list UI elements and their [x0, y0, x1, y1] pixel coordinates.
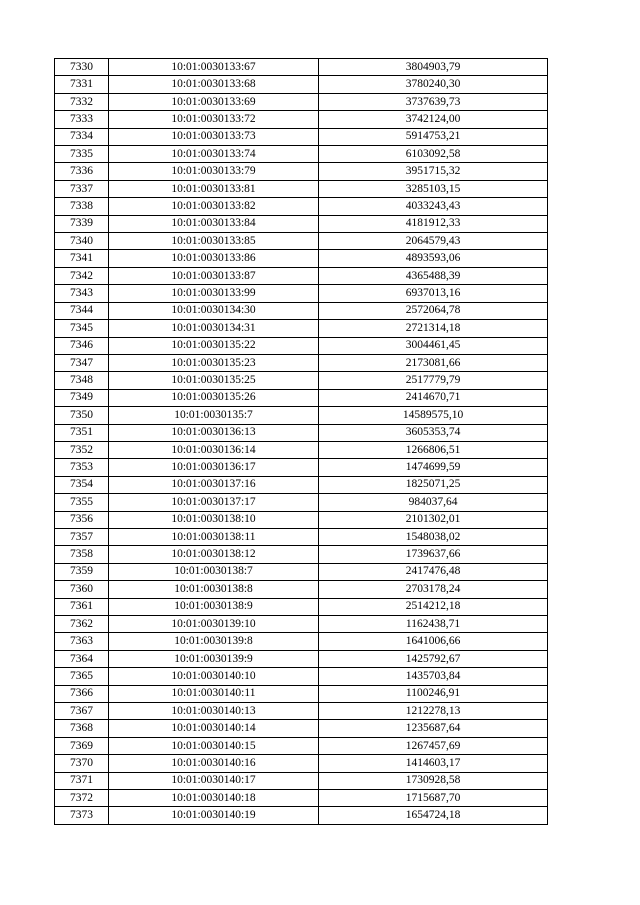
cadastral-number-cell: 10:01:0030135:23 [109, 354, 319, 371]
table-row [55, 250, 548, 267]
table-row [55, 146, 548, 163]
value-cell: 3804903,79 [319, 59, 548, 76]
table-row [55, 772, 548, 789]
row-number-cell: 7334 [55, 128, 109, 145]
cadastral-number-cell: 10:01:0030138:8 [109, 581, 319, 598]
cadastral-number-cell: 10:01:0030133:68 [109, 76, 319, 93]
cadastral-number-cell: 10:01:0030137:16 [109, 476, 319, 493]
cadastral-number-cell: 10:01:0030133:67 [109, 59, 319, 76]
cadastral-number-cell: 10:01:0030138:7 [109, 563, 319, 580]
row-number-cell: 7359 [55, 563, 109, 580]
row-number-cell: 7356 [55, 511, 109, 528]
table-row [55, 581, 548, 598]
row-number-cell: 7358 [55, 546, 109, 563]
table-row [55, 285, 548, 302]
value-cell: 1212278,13 [319, 703, 548, 720]
value-cell: 6103092,58 [319, 146, 548, 163]
row-number-cell: 7365 [55, 668, 109, 685]
table-row [55, 807, 548, 824]
cadastral-number-cell: 10:01:0030139:8 [109, 633, 319, 650]
value-cell: 5914753,21 [319, 128, 548, 145]
cadastral-number-cell: 10:01:0030140:18 [109, 790, 319, 807]
value-cell: 1435703,84 [319, 668, 548, 685]
row-number-cell: 7340 [55, 233, 109, 250]
table-row [55, 650, 548, 667]
cadastral-number-cell: 10:01:0030136:14 [109, 441, 319, 458]
value-cell: 1474699,59 [319, 459, 548, 476]
cadastral-number-cell: 10:01:0030140:11 [109, 685, 319, 702]
value-cell: 2572064,78 [319, 302, 548, 319]
value-cell: 1715687,70 [319, 790, 548, 807]
row-number-cell: 7333 [55, 111, 109, 128]
row-number-cell: 7349 [55, 389, 109, 406]
row-number-cell: 7367 [55, 703, 109, 720]
value-cell: 3780240,30 [319, 76, 548, 93]
table-row [55, 476, 548, 493]
row-number-cell: 7343 [55, 285, 109, 302]
cadastral-number-cell: 10:01:0030133:87 [109, 267, 319, 284]
table-row [55, 720, 548, 737]
value-cell: 1654724,18 [319, 807, 548, 824]
cadastral-number-cell: 10:01:0030133:82 [109, 198, 319, 215]
table-row [55, 633, 548, 650]
cadastral-number-cell: 10:01:0030138:11 [109, 528, 319, 545]
table-row [55, 111, 548, 128]
row-number-cell: 7364 [55, 650, 109, 667]
row-number-cell: 7342 [55, 267, 109, 284]
table-row [55, 320, 548, 337]
row-number-cell: 7373 [55, 807, 109, 824]
row-number-cell: 7330 [55, 59, 109, 76]
cadastral-number-cell: 10:01:0030138:9 [109, 598, 319, 615]
value-cell: 1730928,58 [319, 772, 548, 789]
cadastral-number-cell: 10:01:0030140:19 [109, 807, 319, 824]
row-number-cell: 7355 [55, 494, 109, 511]
value-cell: 1414603,17 [319, 755, 548, 772]
table-row [55, 76, 548, 93]
cadastral-number-cell: 10:01:0030133:69 [109, 93, 319, 110]
value-cell: 1825071,25 [319, 476, 548, 493]
value-cell: 6937013,16 [319, 285, 548, 302]
row-number-cell: 7360 [55, 581, 109, 598]
value-cell: 2417476,48 [319, 563, 548, 580]
value-cell: 3742124,00 [319, 111, 548, 128]
table-row [55, 511, 548, 528]
row-number-cell: 7336 [55, 163, 109, 180]
cadastral-number-cell: 10:01:0030135:22 [109, 337, 319, 354]
cadastral-number-cell: 10:01:0030134:31 [109, 320, 319, 337]
value-cell: 1267457,69 [319, 737, 548, 754]
cadastral-number-cell: 10:01:0030133:85 [109, 233, 319, 250]
value-cell: 2514212,18 [319, 598, 548, 615]
value-cell: 4033243,43 [319, 198, 548, 215]
cadastral-number-cell: 10:01:0030133:84 [109, 215, 319, 232]
row-number-cell: 7368 [55, 720, 109, 737]
cadastral-number-cell: 10:01:0030134:30 [109, 302, 319, 319]
row-number-cell: 7372 [55, 790, 109, 807]
value-cell: 3951715,32 [319, 163, 548, 180]
table-row [55, 93, 548, 110]
table-row [55, 563, 548, 580]
row-number-cell: 7338 [55, 198, 109, 215]
row-number-cell: 7331 [55, 76, 109, 93]
cadastral-number-cell: 10:01:0030137:17 [109, 494, 319, 511]
table-row [55, 528, 548, 545]
value-cell: 3004461,45 [319, 337, 548, 354]
row-number-cell: 7352 [55, 441, 109, 458]
cadastral-number-cell: 10:01:0030139:9 [109, 650, 319, 667]
cadastral-number-cell: 10:01:0030140:10 [109, 668, 319, 685]
cadastral-number-cell: 10:01:0030133:86 [109, 250, 319, 267]
cadastral-number-cell: 10:01:0030133:79 [109, 163, 319, 180]
table-row [55, 616, 548, 633]
row-number-cell: 7363 [55, 633, 109, 650]
value-cell: 4181912,33 [319, 215, 548, 232]
table-row [55, 215, 548, 232]
cadastral-number-cell: 10:01:0030140:13 [109, 703, 319, 720]
value-cell: 1739637,66 [319, 546, 548, 563]
cadastral-number-cell: 10:01:0030133:81 [109, 180, 319, 197]
cadastral-number-cell: 10:01:0030135:26 [109, 389, 319, 406]
cadastral-number-cell: 10:01:0030133:73 [109, 128, 319, 145]
row-number-cell: 7369 [55, 737, 109, 754]
table-row [55, 302, 548, 319]
value-cell: 14589575,10 [319, 407, 548, 424]
table-row [55, 755, 548, 772]
cadastral-number-cell: 10:01:0030138:10 [109, 511, 319, 528]
value-cell: 2101302,01 [319, 511, 548, 528]
value-cell: 984037,64 [319, 494, 548, 511]
value-cell: 3605353,74 [319, 424, 548, 441]
row-number-cell: 7361 [55, 598, 109, 615]
table-row [55, 267, 548, 284]
table-row [55, 407, 548, 424]
cadastral-number-cell: 10:01:0030136:13 [109, 424, 319, 441]
row-number-cell: 7371 [55, 772, 109, 789]
value-cell: 2703178,24 [319, 581, 548, 598]
row-number-cell: 7339 [55, 215, 109, 232]
cadastral-number-cell: 10:01:0030140:14 [109, 720, 319, 737]
table-row [55, 354, 548, 371]
value-cell: 1548038,02 [319, 528, 548, 545]
table-row [55, 337, 548, 354]
table-body [55, 59, 548, 825]
table-row [55, 59, 548, 76]
row-number-cell: 7341 [55, 250, 109, 267]
row-number-cell: 7362 [55, 616, 109, 633]
row-number-cell: 7345 [55, 320, 109, 337]
table-row [55, 424, 548, 441]
cadastral-number-cell: 10:01:0030140:16 [109, 755, 319, 772]
row-number-cell: 7357 [55, 528, 109, 545]
value-cell: 2414670,71 [319, 389, 548, 406]
row-number-cell: 7347 [55, 354, 109, 371]
cadastral-number-cell: 10:01:0030136:17 [109, 459, 319, 476]
value-cell: 2064579,43 [319, 233, 548, 250]
table-row [55, 598, 548, 615]
row-number-cell: 7370 [55, 755, 109, 772]
value-cell: 2517779,79 [319, 372, 548, 389]
value-cell: 3737639,73 [319, 93, 548, 110]
table-row [55, 459, 548, 476]
cadastral-value-table [54, 58, 548, 825]
table-row [55, 790, 548, 807]
cadastral-number-cell: 10:01:0030133:99 [109, 285, 319, 302]
cadastral-number-cell: 10:01:0030139:10 [109, 616, 319, 633]
row-number-cell: 7366 [55, 685, 109, 702]
table-row [55, 198, 548, 215]
row-number-cell: 7348 [55, 372, 109, 389]
row-number-cell: 7353 [55, 459, 109, 476]
cadastral-number-cell: 10:01:0030138:12 [109, 546, 319, 563]
row-number-cell: 7344 [55, 302, 109, 319]
row-number-cell: 7335 [55, 146, 109, 163]
table-row [55, 546, 548, 563]
cadastral-number-cell: 10:01:0030135:7 [109, 407, 319, 424]
value-cell: 3285103,15 [319, 180, 548, 197]
value-cell: 1235687,64 [319, 720, 548, 737]
value-cell: 1266806,51 [319, 441, 548, 458]
value-cell: 1425792,67 [319, 650, 548, 667]
table-row [55, 128, 548, 145]
table-row [55, 180, 548, 197]
cadastral-number-cell: 10:01:0030140:15 [109, 737, 319, 754]
table-row [55, 233, 548, 250]
table-row [55, 494, 548, 511]
table-row [55, 389, 548, 406]
table-row [55, 668, 548, 685]
cadastral-number-cell: 10:01:0030133:74 [109, 146, 319, 163]
row-number-cell: 7354 [55, 476, 109, 493]
value-cell: 4893593,06 [319, 250, 548, 267]
value-cell: 1162438,71 [319, 616, 548, 633]
table-row [55, 685, 548, 702]
value-cell: 1641006,66 [319, 633, 548, 650]
cadastral-number-cell: 10:01:0030140:17 [109, 772, 319, 789]
table-row [55, 737, 548, 754]
value-cell: 4365488,39 [319, 267, 548, 284]
value-cell: 1100246,91 [319, 685, 548, 702]
value-cell: 2173081,66 [319, 354, 548, 371]
value-cell: 2721314,18 [319, 320, 548, 337]
table-row [55, 703, 548, 720]
cadastral-number-cell: 10:01:0030133:72 [109, 111, 319, 128]
cadastral-number-cell: 10:01:0030135:25 [109, 372, 319, 389]
row-number-cell: 7332 [55, 93, 109, 110]
row-number-cell: 7351 [55, 424, 109, 441]
table-row [55, 441, 548, 458]
row-number-cell: 7350 [55, 407, 109, 424]
table-row [55, 372, 548, 389]
table-row [55, 163, 548, 180]
row-number-cell: 7337 [55, 180, 109, 197]
row-number-cell: 7346 [55, 337, 109, 354]
